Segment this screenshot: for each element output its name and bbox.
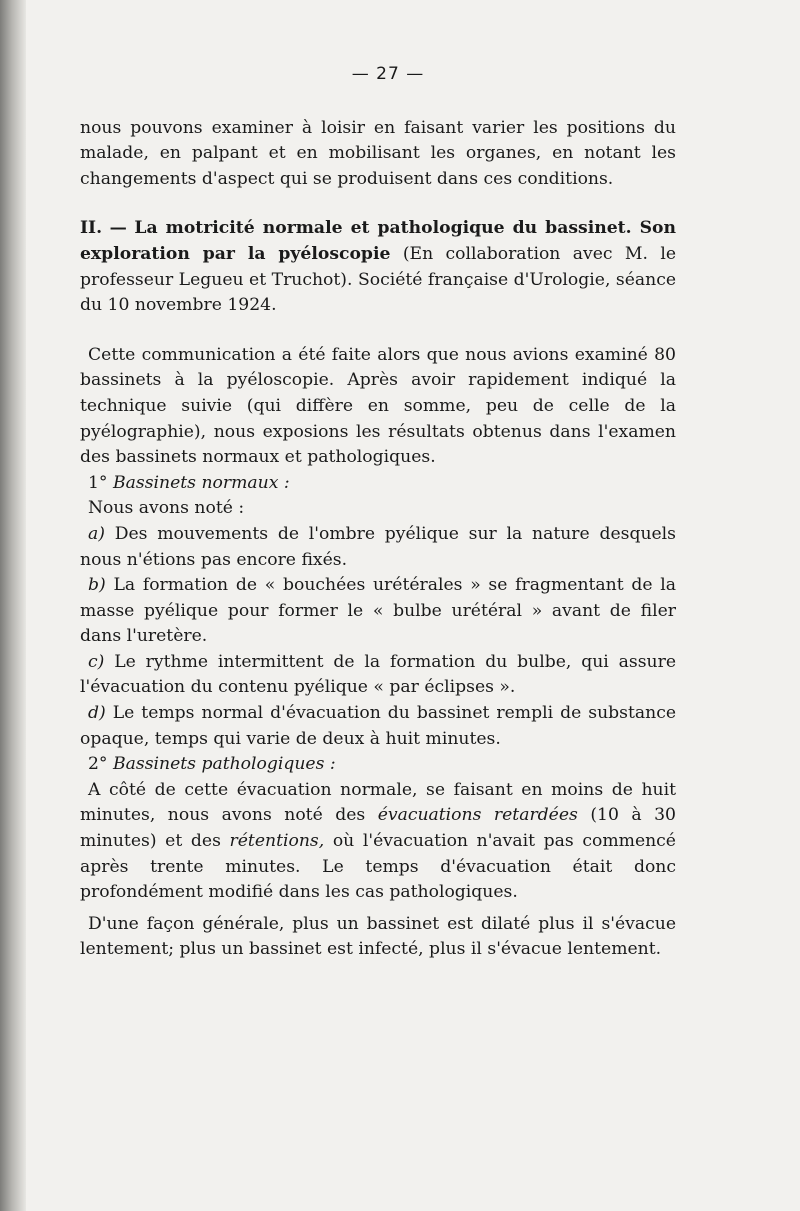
normal-intro: Nous avons noté :: [88, 498, 245, 519]
list-marker: b): [88, 575, 106, 596]
intro-paragraph: nous pouvons examiner à loisir en faisant varier les positions du malade, en palpant et en mobilisant les organes, en notant les changements d'aspect qui se produisent dans ces conditions.: [80, 117, 676, 189]
document-page: [80, 62, 676, 963]
page-number: — 27 —: [351, 64, 425, 84]
term-retentions: rétentions,: [229, 831, 325, 852]
section-dash: —: [109, 218, 127, 239]
pathological-heading-line: [80, 752, 676, 778]
list-text: La formation de « bouchées urétérales » se fragmentant de la masse pyélique pour former le « bulbe urétéral » avant de filer dans l'uretère.: [80, 575, 677, 647]
normal-number: 1°: [88, 472, 108, 493]
conclusion-paragraph: D'une façon générale, plus un bassinet est dilaté plus il s'évacue lentement; plus un bassinet est infecté, plus il s'évacue lentement.: [80, 913, 676, 960]
list-text: Des mouvements de l'ombre pyélique sur la nature desquels nous n'étions pas encore fixés.: [80, 523, 677, 570]
pathological-number: 2°: [88, 754, 108, 775]
list-item-a: [80, 522, 676, 573]
pathological-text-2: (10 à 30 minutes) et des: [80, 805, 676, 852]
list-item-c: [80, 650, 676, 701]
list-marker: a): [88, 523, 105, 544]
section-collaboration: (En collaboration avec M. le professeur Legueu et Truchot). Société française d'Urologie, séance du: [80, 243, 676, 316]
list-marker: d): [88, 703, 106, 724]
section-date: 10 novembre 1924.: [107, 295, 277, 316]
page-edge-shadow: [0, 0, 26, 1211]
pathological-heading: Bassinets pathologiques :: [113, 754, 336, 775]
section-title: La motricité normale et pathologique du bassinet. Son exploration par la pyéloscopie: [80, 218, 677, 264]
normal-heading-line: [80, 471, 676, 497]
pathological-paragraph: [80, 778, 676, 906]
paragraph-communication: Cette communication a été faite alors que nous avions examiné 80 bassinets à la pyéloscopie. Après avoir rapidement indiqué la technique suivie (qui diffère en somme, peu de celle de la pyélographie), nous exposions les résultats obtenus dans l'examen des bassinets normaux et pathologiques.: [80, 344, 676, 468]
list-item-d: [80, 701, 676, 752]
list-text: Le temps normal d'évacuation du bassinet rempli de substance opaque, temps qui varie de deux à huit minutes.: [80, 703, 676, 749]
list-text: Le rythme intermittent de la formation du bulbe, qui assure l'évacuation du contenu pyélique « par éclipses ».: [80, 651, 676, 698]
normal-heading: Bassinets normaux :: [113, 472, 290, 493]
pathological-text-3: où l'évacuation n'avait pas commencé après trente minutes. Le temps d'évacuation était donc profondément modifié dans les cas pathologiques.: [80, 831, 676, 903]
section-number: II.: [80, 218, 103, 239]
list-item-b: [80, 573, 676, 650]
list-marker: c): [88, 651, 105, 672]
term-retarded-evacuations: évacuations retardées: [377, 805, 578, 826]
pathological-text-1: A côté de cette évacuation normale, se faisant en moins de huit minutes, nous avons noté des: [80, 779, 676, 826]
section-heading: [80, 216, 676, 318]
